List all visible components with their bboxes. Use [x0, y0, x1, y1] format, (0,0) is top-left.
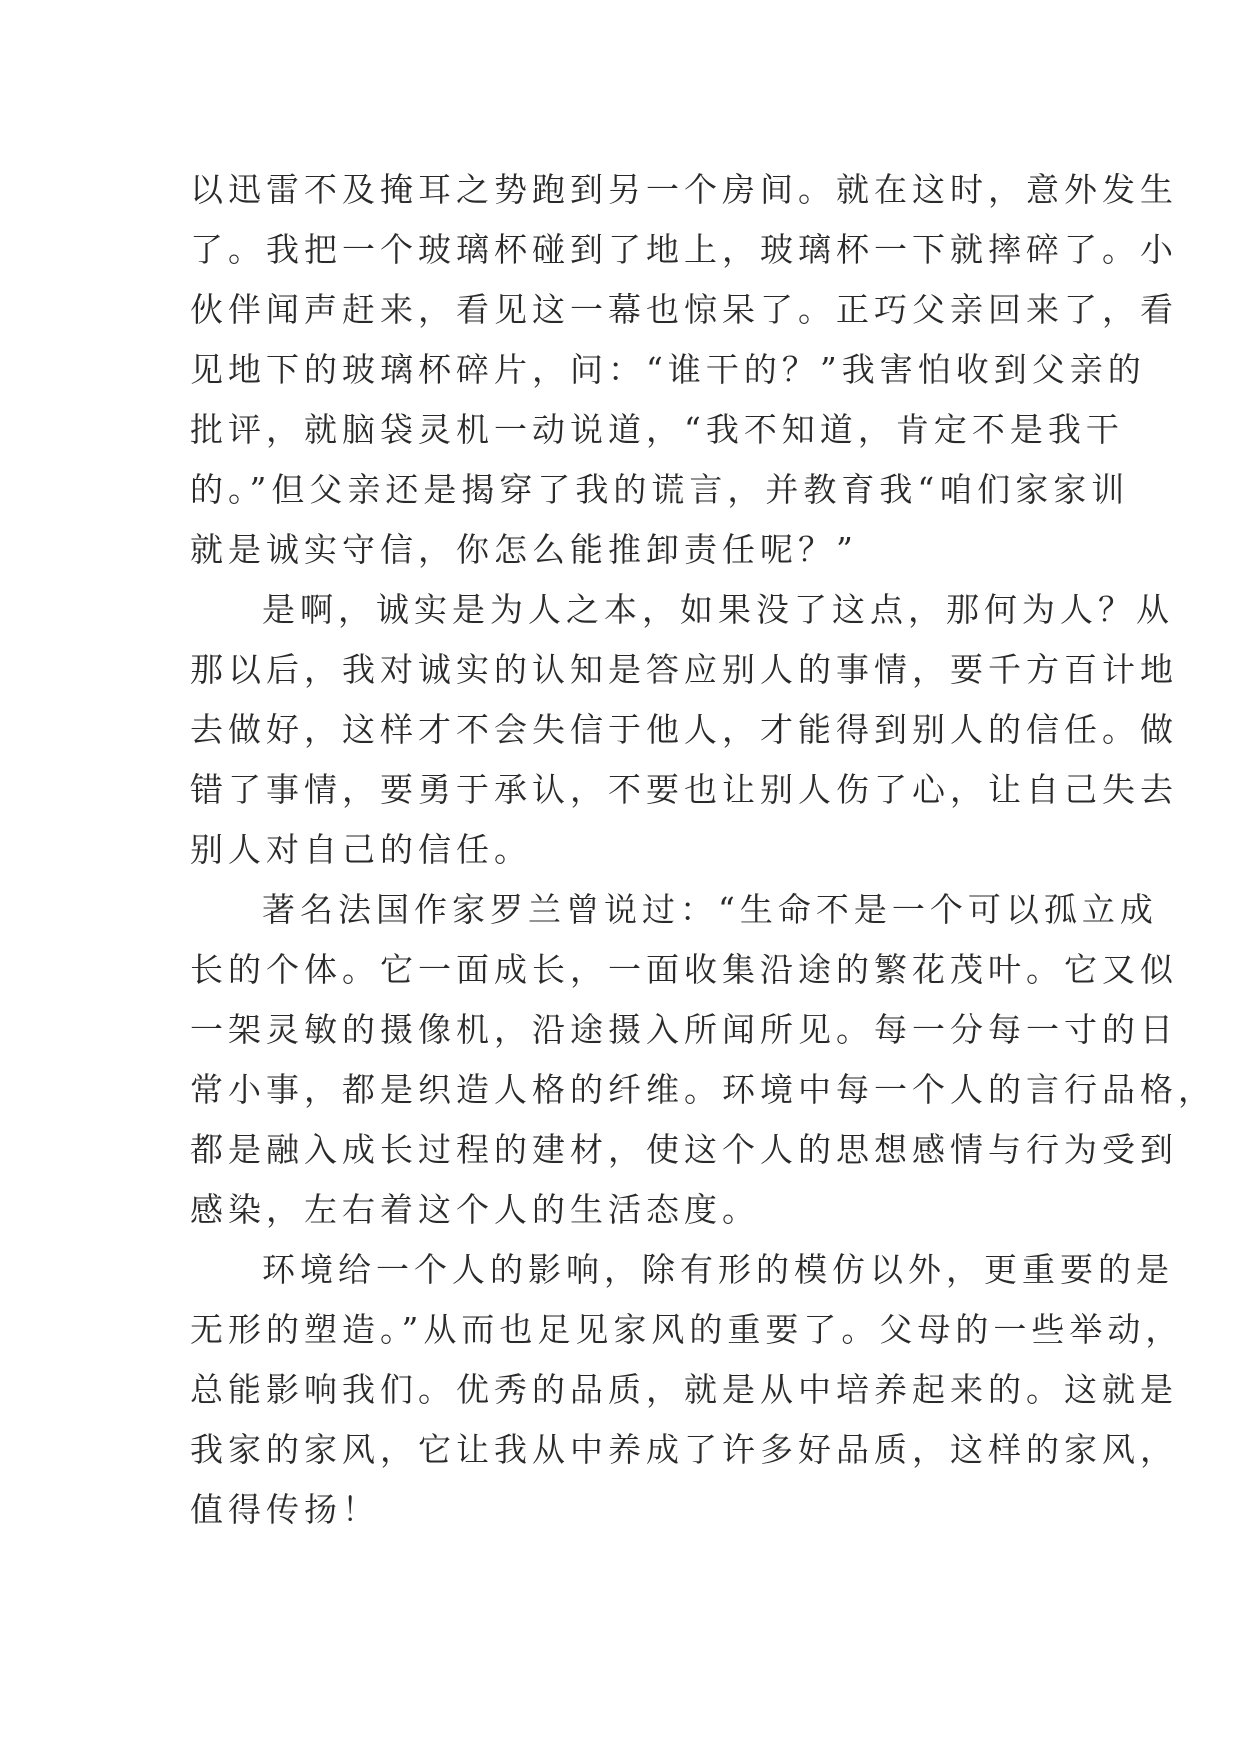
text-line: 那以后，我对诚实的认知是答应别人的事情，要千方百计地	[190, 650, 1178, 689]
text-line: 值得传扬！	[190, 1490, 380, 1529]
text-line: 长的个体。它一面成长，一面收集沿途的繁花茂叶。它又似	[190, 950, 1178, 989]
text-line: 是啊，诚实是为人之本，如果没了这点，那何为人？从	[262, 590, 1174, 629]
text-line: 著名法国作家罗兰曾说过：“生命不是一个可以孤立成	[262, 890, 1158, 929]
text-line: 见地下的玻璃杯碎片，问：“谁干的？”我害怕收到父亲的	[190, 350, 1146, 389]
text-line: 了。我把一个玻璃杯碰到了地上，玻璃杯一下就摔碎了。小	[190, 230, 1178, 269]
text-line: 错了事情，要勇于承认，不要也让别人伤了心，让自己失去	[190, 770, 1178, 809]
document-body	[190, 160, 1216, 1540]
text-line: 常小事，都是织造人格的纤维。环境中每一个人的言行品格，	[190, 1070, 1216, 1109]
text-line: 批评，就脑袋灵机一动说道，“我不知道，肯定不是我干	[190, 410, 1124, 449]
text-line: 无形的塑造。”从而也足见家风的重要了。父母的一些举动，	[190, 1310, 1184, 1349]
text-line: 环境给一个人的影响，除有形的模仿以外，更重要的是	[262, 1250, 1174, 1289]
text-line: 一架灵敏的摄像机，沿途摄入所闻所见。每一分每一寸的日	[190, 1010, 1178, 1049]
text-line: 以迅雷不及掩耳之势跑到另一个房间。就在这时，意外发生	[190, 170, 1178, 209]
text-line: 的。”但父亲还是揭穿了我的谎言，并教育我“咱们家家训	[190, 470, 1130, 509]
text-line: 别人对自己的信任。	[190, 830, 532, 869]
text-line: 都是融入成长过程的建材，使这个人的思想感情与行为受到	[190, 1130, 1178, 1169]
text-line: 去做好，这样才不会失信于他人，才能得到别人的信任。做	[190, 710, 1178, 749]
text-line: 就是诚实守信，你怎么能推卸责任呢？”	[190, 530, 858, 569]
paragraph-2	[190, 580, 1178, 880]
text-line: 我家的家风，它让我从中养成了许多好品质，这样的家风，	[190, 1430, 1178, 1469]
paragraph-4	[190, 1240, 1184, 1540]
text-line: 感染，左右着这个人的生活态度。	[190, 1190, 760, 1229]
paragraph-3	[190, 880, 1216, 1240]
text-line: 伙伴闻声赶来，看见这一幕也惊呆了。正巧父亲回来了，看	[190, 290, 1178, 329]
paragraph-1	[190, 160, 1178, 580]
text-line: 总能影响我们。优秀的品质，就是从中培养起来的。这就是	[190, 1370, 1178, 1409]
